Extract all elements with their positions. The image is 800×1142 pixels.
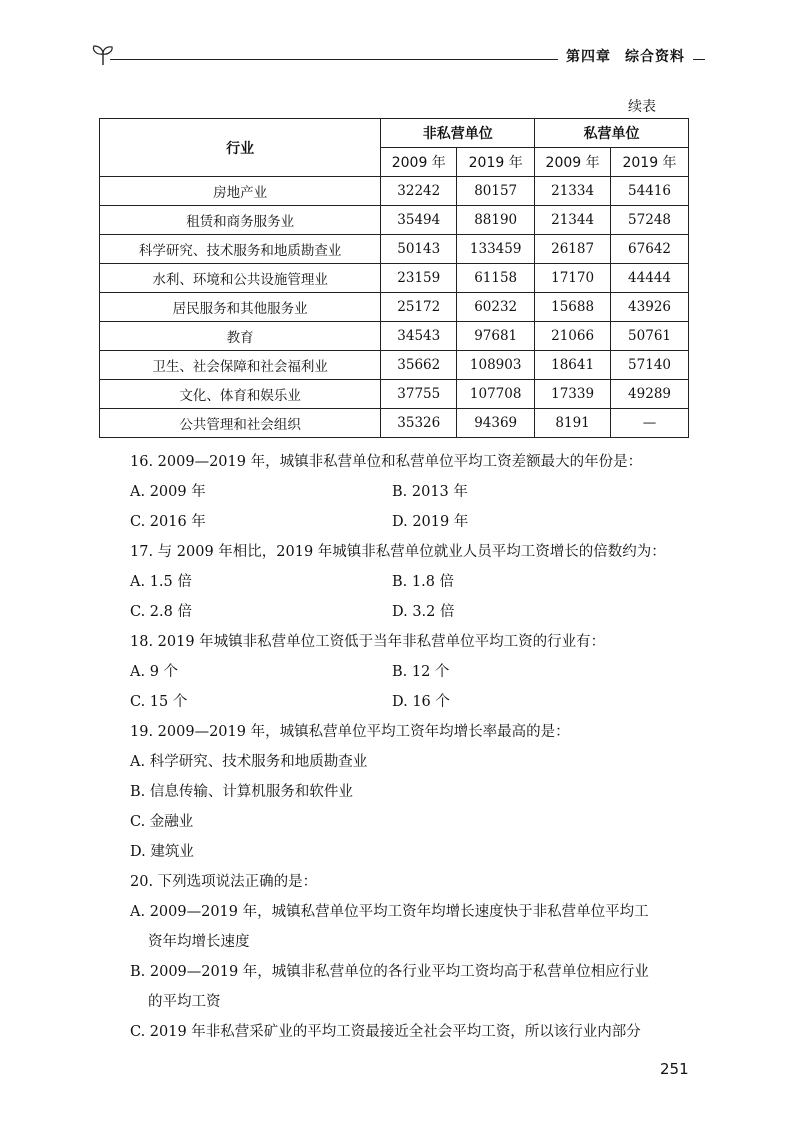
table-row	[100, 351, 689, 380]
header-year: 2019 年	[457, 148, 535, 177]
header-industry: 行业	[100, 119, 381, 177]
question-19: 19. 2009—2019 年，城镇私营单位平均工资年均增长率最高的是：	[130, 724, 570, 740]
table-row	[100, 206, 689, 235]
option-c: C. 2019 年非私营采矿业的平均工资最接近全社会平均工资，所以该行业内部分	[130, 1024, 641, 1040]
table-cell: 49289	[611, 380, 689, 409]
header-year: 2019 年	[611, 148, 689, 177]
table-cell: 80157	[457, 177, 535, 206]
table-cell: 94369	[457, 409, 535, 438]
table-cell: 57248	[611, 206, 689, 235]
table-row	[100, 409, 689, 438]
question-18: 18. 2019 年城镇非私营单位工资低于当年非私营单位平均工资的行业有：	[130, 634, 606, 650]
table-cell: 34543	[381, 322, 457, 351]
option-d: D. 16 个	[392, 694, 450, 710]
option-d: D. 3.2 倍	[392, 604, 455, 620]
table-cell: 43926	[611, 293, 689, 322]
question-list	[130, 449, 700, 1049]
option-a: A. 9 个	[130, 664, 179, 680]
option-row	[130, 509, 700, 539]
table-cell: 17170	[535, 264, 611, 293]
option-b: B. 1.8 倍	[392, 574, 455, 590]
option-a: A. 科学研究、技术服务和地质勘查业	[130, 754, 368, 770]
table-cell: 88190	[457, 206, 535, 235]
chapter-title	[558, 46, 693, 66]
table-cell: 35326	[381, 409, 457, 438]
table-row	[100, 293, 689, 322]
table-cell: 107708	[457, 380, 535, 409]
table-cell: 25172	[381, 293, 457, 322]
table-cell: 97681	[457, 322, 535, 351]
table-caption: 续表	[628, 99, 656, 115]
option-row	[130, 599, 700, 629]
industry-name: 科学研究、技术服务和地质勘查业	[100, 235, 381, 264]
option-b: B. 2009—2019 年，城镇非私营单位的各行业平均工资均高于私营单位相应行业	[130, 964, 649, 980]
option-d: D. 2019 年	[392, 514, 469, 530]
option-row	[130, 479, 700, 509]
table-cell: 26187	[535, 235, 611, 264]
option-a: A. 2009 年	[130, 484, 206, 500]
table-cell: 18641	[535, 351, 611, 380]
table-cell: 21344	[535, 206, 611, 235]
table-cell: 133459	[457, 235, 535, 264]
industry-name: 教育	[100, 322, 381, 351]
table-cell: 61158	[457, 264, 535, 293]
table-cell: 21334	[535, 177, 611, 206]
table-cell: 15688	[535, 293, 611, 322]
table-row	[100, 380, 689, 409]
table-row	[100, 177, 689, 206]
industry-name: 房地产业	[100, 177, 381, 206]
industry-name: 居民服务和其他服务业	[100, 293, 381, 322]
option-c: C. 金融业	[130, 814, 194, 830]
chapter-name: 综合资料	[625, 49, 685, 65]
table-cell: 8191	[535, 409, 611, 438]
table-cell: 44444	[611, 264, 689, 293]
question-20: 20. 下列选项说法正确的是：	[130, 874, 318, 890]
table-cell: 57140	[611, 351, 689, 380]
option-row	[130, 659, 700, 689]
table-cell: 50761	[611, 322, 689, 351]
option-c: C. 2016 年	[130, 514, 206, 530]
table-cell: 32242	[381, 177, 457, 206]
option-c: C. 2.8 倍	[130, 604, 192, 620]
option-row	[130, 689, 700, 719]
wage-table	[99, 118, 689, 438]
table-row	[100, 235, 689, 264]
option-d: D. 建筑业	[130, 844, 194, 860]
table-cell: 35494	[381, 206, 457, 235]
table-cell: 37755	[381, 380, 457, 409]
table-cell: 108903	[457, 351, 535, 380]
table-cell: —	[611, 409, 689, 438]
header-year: 2009 年	[535, 148, 611, 177]
table-cell: 60232	[457, 293, 535, 322]
running-header	[90, 44, 705, 68]
option-a: A. 2009—2019 年，城镇私营单位平均工资年均增长速度快于非私营单位平均工	[130, 904, 649, 920]
header-year: 2009 年	[381, 148, 457, 177]
table-cell: 67642	[611, 235, 689, 264]
table-cell: 50143	[381, 235, 457, 264]
option-b-continued: 的平均工资	[148, 994, 221, 1010]
table-cell: 35662	[381, 351, 457, 380]
option-row	[130, 569, 700, 599]
industry-name: 租赁和商务服务业	[100, 206, 381, 235]
page-number: 251	[660, 1060, 689, 1078]
option-a-continued: 资年均增长速度	[148, 934, 250, 950]
option-a: A. 1.5 倍	[130, 574, 192, 590]
header-private: 私营单位	[535, 119, 689, 148]
industry-name: 水利、环境和公共设施管理业	[100, 264, 381, 293]
industry-name: 文化、体育和娱乐业	[100, 380, 381, 409]
option-b: B. 信息传输、计算机服务和软件业	[130, 784, 353, 800]
chapter-number: 第四章	[566, 49, 611, 65]
table-cell: 17339	[535, 380, 611, 409]
question-17: 17. 与 2009 年相比，2019 年城镇非私营单位就业人员平均工资增长的倍数约为：	[130, 544, 666, 560]
header-nonprivate: 非私营单位	[381, 119, 535, 148]
sprout-icon	[90, 44, 116, 66]
table-row	[100, 264, 689, 293]
option-b: B. 2013 年	[392, 484, 468, 500]
table-cell: 21066	[535, 322, 611, 351]
question-16: 16. 2009—2019 年，城镇非私营单位和私营单位平均工资差额最大的年份是：	[130, 454, 643, 470]
industry-name: 公共管理和社会组织	[100, 409, 381, 438]
option-b: B. 12 个	[392, 664, 450, 680]
industry-name: 卫生、社会保障和社会福利业	[100, 351, 381, 380]
table-cell: 23159	[381, 264, 457, 293]
table-cell: 54416	[611, 177, 689, 206]
option-c: C. 15 个	[130, 694, 188, 710]
table-row	[100, 322, 689, 351]
